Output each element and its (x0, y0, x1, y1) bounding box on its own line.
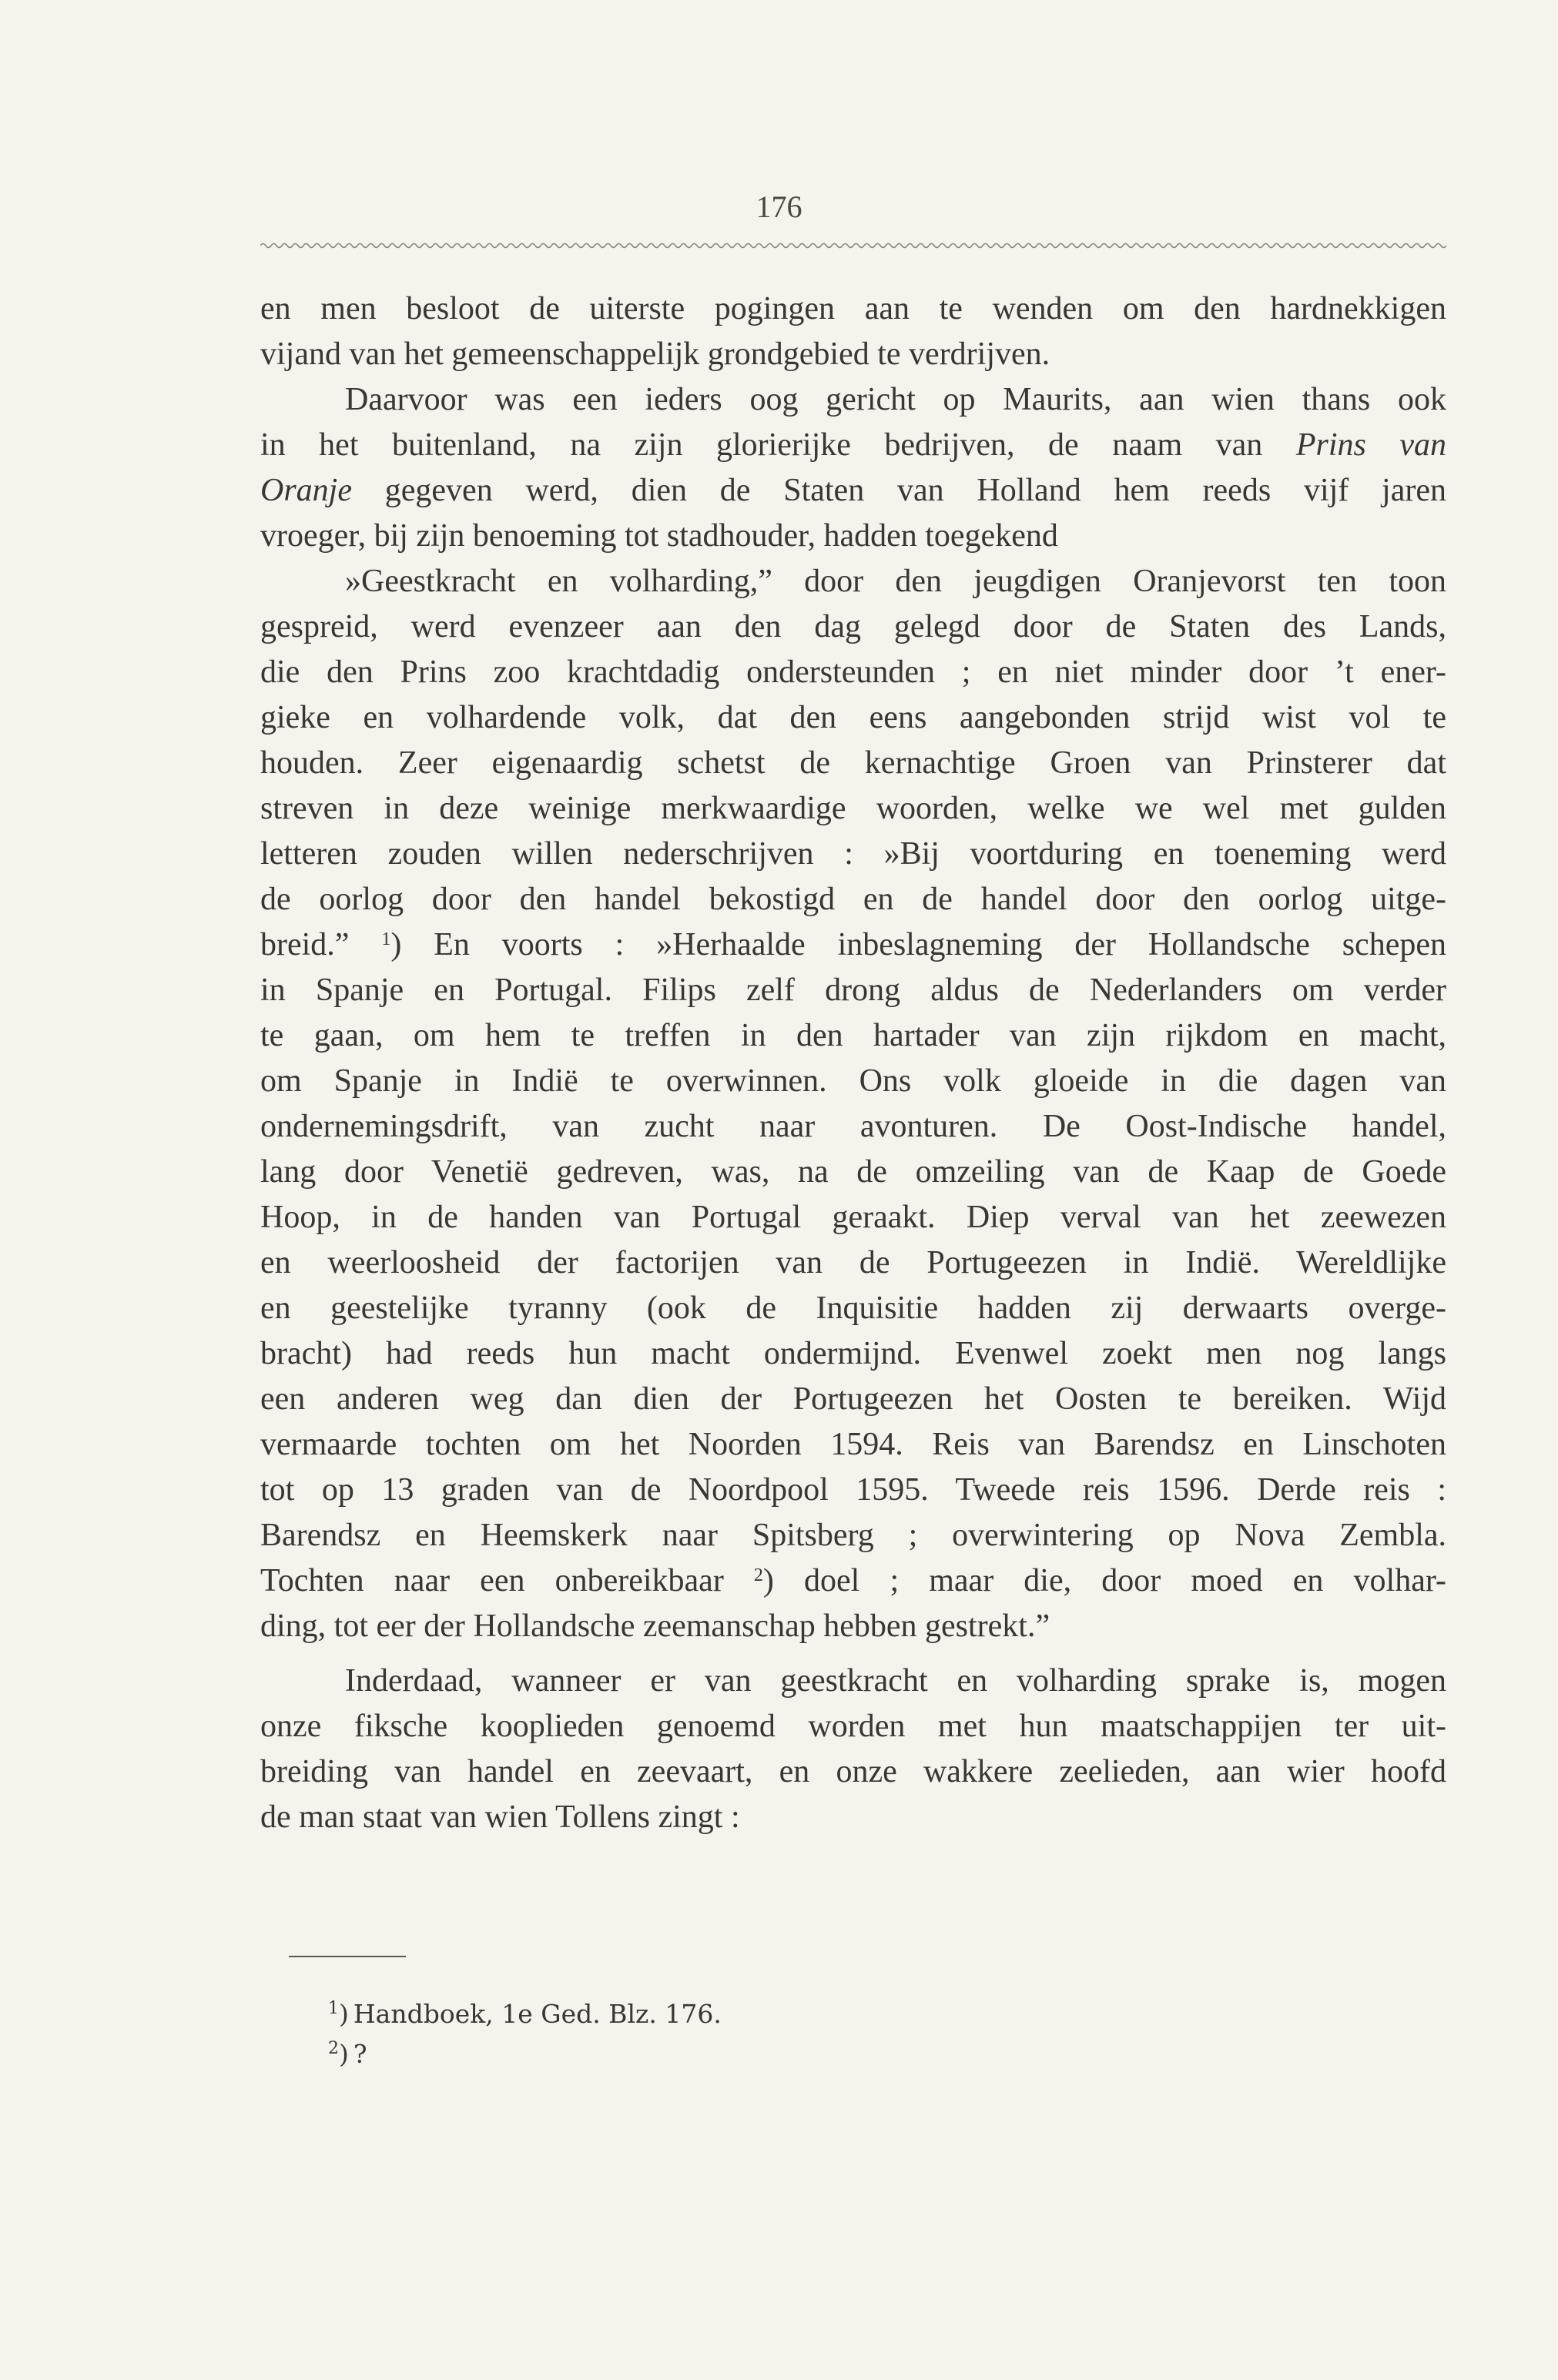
text-segment: lang door Venetië gedreven, was, na de omzeiling van de Kaap de Goede (260, 1154, 1446, 1190)
text-segment: gespreid, werd evenzeer aan den dag gelegd door de Staten des Lands, (260, 609, 1446, 644)
text-line (260, 1331, 1446, 1377)
footnote-marker: $^1$) (328, 1998, 349, 2029)
footnote-reference-number: 2 (753, 1565, 763, 1585)
text-line (260, 695, 1446, 741)
text-segment: om Spanje in Indië te overwinnen. Ons volk gloeide in die dagen van (260, 1063, 1446, 1099)
text-line (260, 786, 1446, 832)
footnote-marker-number: 1 (328, 1998, 339, 2018)
text-segment: ondernemingsdrift, van zucht naar avonturen. De Oost-Indische handel, (260, 1109, 1446, 1144)
text-line (260, 1604, 1446, 1649)
text-segment: die den Prins zoo krachtdadig ondersteunden ; en niet minder door ’t ener- (260, 654, 1446, 690)
text-line (260, 1150, 1446, 1195)
text-segment: de man staat van wien Tollens zingt : (260, 1799, 740, 1835)
text-line (260, 1240, 1446, 1286)
text-segment: bracht) had reeds hun macht ondermijnd. Evenwel zoekt men nog langs (260, 1336, 1446, 1371)
body-text (260, 286, 1446, 1840)
footnotes (328, 1994, 722, 2074)
text-segment: ) doel ; maar die, door moed en volhar- (762, 1563, 1446, 1598)
italic-text: Prins van (1295, 427, 1446, 463)
text-segment: gegeven werd, dien de Staten van Holland hem reeds vijf jaren (352, 473, 1446, 508)
wavy-rule (260, 240, 1446, 251)
text-segment: houden. Zeer eigenaardig schetst de kernachtige Groen van Prinsterer dat (260, 745, 1446, 781)
text-segment: vroeger, bij zijn benoeming tot stadhouder, hadden toegekend (260, 518, 1058, 554)
text-line (260, 1104, 1446, 1150)
page-number: 176 (756, 189, 802, 224)
text-line (260, 468, 1446, 514)
text-segment: een anderen weg dan dien der Portugeezen het Oosten te bereiken. Wijd (260, 1381, 1446, 1417)
text-segment: breiding van handel en zeevaart, en onze wakkere zeelieden, aan wier hoofd (260, 1754, 1446, 1789)
text-line (260, 1749, 1446, 1795)
text-segment: te gaan, om hem te treffen in den hartader van zijn rijkdom en macht, (260, 1018, 1446, 1053)
text-line (260, 1558, 1446, 1604)
italic-text: Oranje (260, 473, 352, 508)
text-segment: vermaarde tochten om het Noorden 1594. Reis van Barendsz en Linschoten (260, 1427, 1446, 1462)
text-line (260, 1286, 1446, 1331)
footnote-marker-number: 2 (328, 2038, 339, 2058)
text-line (260, 377, 1446, 423)
text-segment: en weerloosheid der factorijen van de Portugeezen in Indië. Wereldlijke (260, 1245, 1446, 1280)
footnote-divider (289, 1956, 406, 1957)
text-line (260, 1377, 1446, 1422)
text-segment: Inderdaad, wanneer er van geestkracht en volharding sprake is, mogen (345, 1663, 1446, 1699)
text-line (260, 423, 1446, 468)
text-segment: onze fiksche kooplieden genoemd worden met hun maatschappijen ter uit- (260, 1709, 1446, 1744)
text-segment: letteren zouden willen nederschrijven : »Bij voortduring en toeneming werd (260, 836, 1446, 872)
text-segment: de oorlog door den handel bekostigd en de handel door den oorlog uitge- (260, 882, 1446, 917)
text-line (260, 286, 1446, 332)
text-segment: ) En voorts : »Herhaalde inbeslagneming der Hollandsche schepen (390, 927, 1446, 962)
text-line (260, 514, 1446, 559)
text-line (260, 1795, 1446, 1840)
footnote-text: ? (353, 2039, 367, 2069)
footnote-reference (381, 927, 390, 962)
footnote (328, 2034, 722, 2074)
footnote-reference-number: 1 (381, 929, 391, 949)
text-line (260, 1422, 1446, 1468)
text-segment: tot op 13 graden van de Noordpool 1595. Tweede reis 1596. Derde reis : (260, 1472, 1446, 1508)
text-segment: gieke en volhardende volk, dat den eens aangebonden strijd wist vol te (260, 700, 1446, 735)
text-line (260, 1013, 1446, 1059)
text-line (260, 1659, 1446, 1704)
text-line (260, 1059, 1446, 1104)
text-line (260, 741, 1446, 786)
text-segment: streven in deze weinige merkwaardige woorden, welke we wel met gulden (260, 791, 1446, 826)
footnote-marker: $^2$) (328, 2038, 349, 2069)
text-segment: Daarvoor was een ieders oog gericht op Maurits, aan wien thans ook (345, 382, 1446, 417)
footnote-text: Handboek, 1e Ged. Blz. 176. (353, 1999, 722, 2029)
text-segment: Barendsz en Heemskerk naar Spitsberg ; overwintering op Nova Zembla. (260, 1518, 1446, 1553)
text-line (260, 1513, 1446, 1558)
text-segment: vijand van het gemeenschappelijk grondgebied te verdrijven. (260, 336, 1050, 372)
footnote (328, 1994, 722, 2034)
text-line (260, 1195, 1446, 1240)
text-line (260, 877, 1446, 922)
text-line (260, 922, 1446, 968)
text-line (260, 559, 1446, 604)
text-line (260, 650, 1446, 695)
text-line (260, 332, 1446, 377)
text-segment: ding, tot eer der Hollandsche zeemanschap hebben gestrekt.” (260, 1608, 1050, 1644)
text-segment: en geestelijke tyranny (ook de Inquisitie hadden zij derwaarts overge- (260, 1290, 1446, 1326)
text-line (260, 604, 1446, 650)
text-segment: Tochten naar een onbereikbaar (260, 1563, 754, 1598)
text-segment: »Geestkracht en volharding,” door den jeugdigen Oranjevorst ten toon (345, 564, 1446, 599)
text-line (260, 968, 1446, 1013)
text-segment: in het buitenland, na zijn glorierijke bedrijven, de naam van (260, 427, 1296, 463)
text-segment: breid.” (260, 927, 382, 962)
text-line (260, 1468, 1446, 1513)
text-segment: Hoop, in de handen van Portugal geraakt. Diep verval van het zeewezen (260, 1200, 1446, 1235)
text-line (260, 832, 1446, 877)
footnote-reference (754, 1563, 763, 1598)
text-segment: in Spanje en Portugal. Filips zelf drong aldus de Nederlanders om verder (260, 972, 1446, 1008)
text-line (260, 1704, 1446, 1749)
text-segment: en men besloot de uiterste pogingen aan te wenden om den hardnekkigen (260, 291, 1446, 326)
